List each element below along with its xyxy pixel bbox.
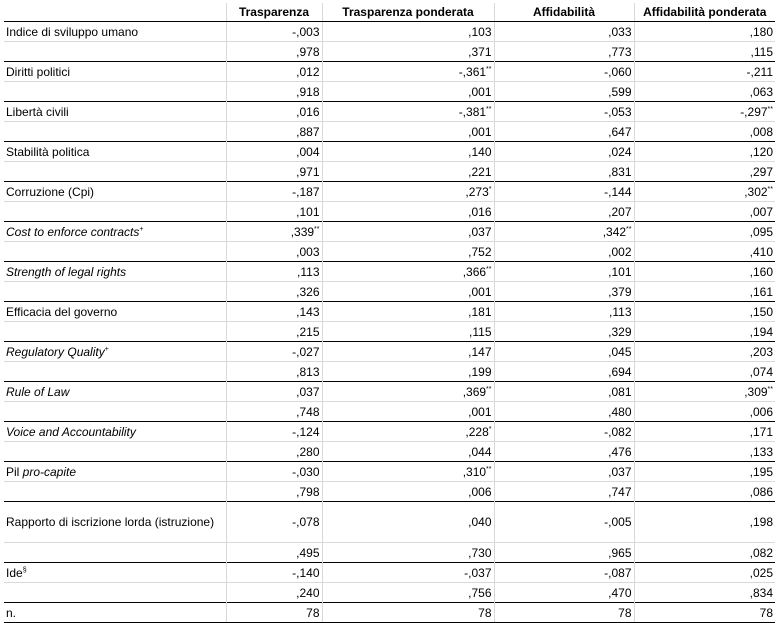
estimate-value: -,381: [458, 104, 487, 119]
estimate-value: -,140: [292, 565, 320, 580]
estimate-value: -,078: [292, 515, 320, 529]
significance-mark: **: [626, 225, 632, 233]
empty-label-cell: [4, 202, 226, 222]
estimate-value: -,003: [292, 24, 320, 39]
estimate-value: ,140: [468, 144, 492, 159]
significance-mark: **: [486, 65, 492, 73]
estimate-value: -,060: [604, 64, 632, 79]
estimate-cell: [634, 563, 775, 583]
estimate-value: ,024: [608, 144, 632, 159]
significance-mark: **: [314, 225, 320, 233]
table-row-pvalue: [4, 583, 775, 603]
pvalue-cell: ,003: [226, 242, 322, 262]
header-cell-empty: [4, 3, 226, 22]
estimate-value: ,113: [297, 264, 320, 279]
estimate-value: ,012: [296, 64, 320, 79]
pvalue-cell: ,115: [634, 42, 775, 62]
estimate-value: ,310: [462, 464, 487, 479]
table-row-pvalue: [4, 42, 775, 62]
estimate-value: ,101: [608, 264, 632, 279]
pvalue-cell: ,006: [634, 402, 775, 422]
pvalue-cell: ,647: [494, 122, 634, 142]
table-row-pvalue: [4, 122, 775, 142]
estimate-value: ,037: [468, 224, 492, 239]
estimate-value: ,113: [609, 304, 632, 319]
estimate-cell: [322, 342, 494, 362]
pvalue-cell: ,001: [322, 402, 494, 422]
pvalue-cell: ,495: [226, 543, 322, 563]
pvalue-cell: ,476: [494, 442, 634, 462]
significance-mark: **: [767, 185, 773, 193]
row-label: [4, 563, 226, 583]
estimate-cell: [494, 422, 634, 442]
estimate-cell: [226, 382, 322, 402]
header-trasparenza: Trasparenza: [226, 3, 322, 22]
row-label-footnote-mark: +: [104, 345, 109, 353]
estimate-cell: [634, 382, 775, 402]
row-label-text: Efficacia del governo: [6, 304, 118, 319]
significance-mark: *: [488, 425, 492, 433]
pvalue-cell: ,752: [322, 242, 494, 262]
estimate-value: -,211: [746, 64, 773, 79]
empty-label-cell: [4, 162, 226, 182]
pvalue-cell: ,748: [226, 402, 322, 422]
pvalue-cell: ,694: [494, 362, 634, 382]
pvalue-cell: ,044: [322, 442, 494, 462]
estimate-value: -,361: [458, 64, 487, 79]
pvalue-cell: ,074: [634, 362, 775, 382]
significance-mark: **: [486, 265, 492, 273]
estimate-value: ,195: [749, 464, 773, 479]
estimate-cell: [322, 502, 494, 543]
estimate-cell: [634, 302, 775, 322]
estimate-cell: [322, 182, 494, 202]
correlation-table-container: [4, 3, 775, 623]
estimate-value: ,004: [296, 144, 320, 159]
estimate-cell: [322, 462, 494, 482]
significance-mark: **: [767, 385, 773, 393]
estimate-value: ,147: [468, 344, 492, 359]
pvalue-cell: ,965: [494, 543, 634, 563]
estimate-cell: [494, 142, 634, 162]
row-label: [4, 182, 226, 202]
pvalue-cell: ,773: [494, 42, 634, 62]
table-row-estimate: [4, 502, 775, 543]
pvalue-cell: ,371: [322, 42, 494, 62]
estimate-cell: [494, 262, 634, 282]
empty-label-cell: [4, 543, 226, 563]
estimate-cell: [634, 142, 775, 162]
table-row-pvalue: [4, 202, 775, 222]
estimate-value: ,171: [749, 424, 773, 439]
table-row-pvalue: [4, 442, 775, 462]
estimate-cell: [322, 222, 494, 242]
pvalue-cell: ,730: [322, 543, 494, 563]
row-label: [4, 302, 226, 322]
estimate-cell: [322, 102, 494, 122]
table-row-pvalue: [4, 543, 775, 563]
n-value: 78: [226, 603, 322, 623]
estimate-cell: [494, 563, 634, 583]
estimate-value: ,120: [749, 144, 773, 159]
pvalue-cell: ,971: [226, 162, 322, 182]
empty-label-cell: [4, 482, 226, 502]
pvalue-cell: ,470: [494, 583, 634, 603]
pvalue-cell: ,161: [634, 282, 775, 302]
header-trasparenza-ponderata: Trasparenza ponderata: [322, 3, 494, 22]
table-row-pvalue: [4, 82, 775, 102]
table-row-estimate: [4, 182, 775, 202]
pvalue-cell: ,756: [322, 583, 494, 603]
row-label-text: Diritti politici: [6, 64, 71, 79]
estimate-cell: [494, 302, 634, 322]
row-label-text: Voice and Accountability: [6, 424, 136, 439]
pvalue-cell: ,326: [226, 282, 322, 302]
table-row-pvalue: [4, 362, 775, 382]
estimate-cell: [634, 422, 775, 442]
pvalue-cell: ,978: [226, 42, 322, 62]
pvalue-cell: ,001: [322, 122, 494, 142]
estimate-cell: [226, 422, 322, 442]
estimate-value: ,309: [744, 384, 768, 399]
estimate-value: ,160: [749, 264, 773, 279]
estimate-value: ,033: [608, 24, 632, 39]
row-label: [4, 382, 226, 402]
significance-mark: **: [767, 105, 773, 113]
estimate-value: ,228: [465, 424, 489, 439]
row-label-text: Stabilità politica: [6, 144, 90, 159]
table-row-pvalue: [4, 402, 775, 422]
row-label: [4, 262, 226, 282]
estimate-cell: [322, 563, 494, 583]
pvalue-cell: ,831: [494, 162, 634, 182]
row-label: [4, 462, 226, 482]
estimate-value: ,143: [296, 304, 320, 319]
estimate-cell: [634, 502, 775, 543]
estimate-cell: [494, 22, 634, 42]
estimate-value: ,040: [468, 515, 492, 529]
estimate-value: ,180: [749, 24, 773, 39]
estimate-value: ,025: [749, 565, 773, 580]
row-label: [4, 422, 226, 442]
estimate-value: ,203: [749, 344, 773, 359]
row-label-footnote-mark: §: [22, 566, 27, 574]
estimate-cell: [322, 262, 494, 282]
table-body: [4, 22, 775, 623]
estimate-cell: [494, 342, 634, 362]
row-label: [4, 102, 226, 122]
table-row-estimate: [4, 222, 775, 242]
empty-label-cell: [4, 242, 226, 262]
table-row-pvalue: [4, 282, 775, 302]
estimate-value: -,124: [292, 424, 320, 439]
estimate-value: ,045: [608, 344, 632, 359]
estimate-cell: [634, 462, 775, 482]
pvalue-cell: ,006: [322, 482, 494, 502]
row-label-text: Libertà civili: [6, 104, 69, 119]
pvalue-cell: ,480: [494, 402, 634, 422]
pvalue-cell: ,199: [322, 362, 494, 382]
estimate-value: -,087: [604, 565, 632, 580]
empty-label-cell: [4, 322, 226, 342]
estimate-cell: [322, 62, 494, 82]
estimate-value: ,339: [290, 224, 315, 239]
row-label-text: Regulatory Quality: [6, 344, 105, 359]
row-label: [4, 62, 226, 82]
pvalue-cell: ,280: [226, 442, 322, 462]
estimate-cell: [322, 142, 494, 162]
correlation-table: [4, 3, 775, 623]
estimate-cell: [322, 422, 494, 442]
row-label-text: Rule of Law: [6, 384, 70, 399]
empty-label-cell: [4, 402, 226, 422]
estimate-value: -,053: [604, 104, 632, 119]
pvalue-cell: ,086: [634, 482, 775, 502]
row-label-italic-part: pro-capite: [22, 464, 77, 479]
pvalue-cell: ,002: [494, 242, 634, 262]
pvalue-cell: ,329: [494, 322, 634, 342]
pvalue-cell: ,215: [226, 322, 322, 342]
estimate-cell: [494, 182, 634, 202]
estimate-cell: [226, 262, 322, 282]
estimate-value: ,103: [468, 24, 492, 39]
row-label-text: Indice di sviluppo umano: [6, 24, 139, 39]
empty-label-cell: [4, 282, 226, 302]
n-value: 78: [634, 603, 775, 623]
estimate-cell: [494, 102, 634, 122]
pvalue-cell: ,001: [322, 282, 494, 302]
pvalue-cell: ,297: [634, 162, 775, 182]
header-affidabilita: Affidabilità: [494, 3, 634, 22]
estimate-value: ,081: [608, 384, 632, 399]
pvalue-cell: ,207: [494, 202, 634, 222]
pvalue-cell: ,007: [634, 202, 775, 222]
table-row-estimate: [4, 563, 775, 583]
empty-label-cell: [4, 583, 226, 603]
pvalue-cell: ,918: [226, 82, 322, 102]
estimate-value: ,273: [465, 184, 489, 199]
table-row-pvalue: [4, 242, 775, 262]
row-label: [4, 502, 226, 543]
estimate-cell: [322, 302, 494, 322]
estimate-cell: [634, 182, 775, 202]
pvalue-cell: ,016: [322, 202, 494, 222]
estimate-cell: [226, 342, 322, 362]
estimate-value: ,016: [296, 104, 320, 119]
pvalue-cell: ,115: [322, 322, 494, 342]
row-label-text: Rapporto di iscrizione lorda (istruzione): [6, 515, 215, 529]
estimate-value: -,030: [292, 464, 320, 479]
pvalue-cell: ,599: [494, 82, 634, 102]
table-row-n: [4, 603, 775, 623]
estimate-cell: [494, 62, 634, 82]
significance-mark: **: [486, 385, 492, 393]
estimate-cell: [634, 22, 775, 42]
estimate-cell: [226, 563, 322, 583]
estimate-value: -,027: [292, 344, 320, 359]
n-value: 78: [494, 603, 634, 623]
estimate-value: ,095: [749, 224, 773, 239]
pvalue-cell: ,834: [634, 583, 775, 603]
table-row-estimate: [4, 142, 775, 162]
estimate-cell: [226, 102, 322, 122]
table-row-pvalue: [4, 482, 775, 502]
estimate-cell: [226, 182, 322, 202]
n-label: n.: [4, 603, 226, 623]
n-value: 78: [322, 603, 494, 623]
estimate-cell: [634, 342, 775, 362]
estimate-value: -,037: [464, 565, 492, 580]
empty-label-cell: [4, 442, 226, 462]
row-label-text: Corruzione (Cpi): [6, 184, 95, 199]
estimate-value: -,005: [604, 515, 632, 529]
pvalue-cell: ,101: [226, 202, 322, 222]
pvalue-cell: ,008: [634, 122, 775, 142]
header-affidabilita-ponderata: Affidabilità ponderata: [634, 3, 775, 22]
estimate-cell: [226, 222, 322, 242]
estimate-value: ,150: [749, 304, 773, 319]
estimate-cell: [494, 382, 634, 402]
estimate-cell: [226, 502, 322, 543]
estimate-cell: [322, 382, 494, 402]
estimate-cell: [226, 142, 322, 162]
table-row-estimate: [4, 342, 775, 362]
row-label-text: Cost to enforce contracts: [6, 224, 140, 239]
estimate-value: ,181: [468, 304, 492, 319]
estimate-cell: [226, 302, 322, 322]
estimate-cell: [226, 22, 322, 42]
pvalue-cell: ,133: [634, 442, 775, 462]
empty-label-cell: [4, 42, 226, 62]
row-label: [4, 222, 226, 242]
pvalue-cell: ,001: [322, 82, 494, 102]
row-label: [4, 22, 226, 42]
estimate-value: -,297: [740, 104, 768, 119]
estimate-value: ,037: [608, 464, 632, 479]
row-label-text: Strength of legal rights: [6, 264, 127, 279]
pvalue-cell: ,240: [226, 583, 322, 603]
estimate-cell: [634, 102, 775, 122]
pvalue-cell: ,798: [226, 482, 322, 502]
table-row-estimate: [4, 62, 775, 82]
pvalue-cell: ,410: [634, 242, 775, 262]
empty-label-cell: [4, 82, 226, 102]
row-label: [4, 342, 226, 362]
pvalue-cell: ,813: [226, 362, 322, 382]
estimate-value: ,342: [602, 224, 627, 239]
table-row-estimate: [4, 422, 775, 442]
pvalue-cell: ,063: [634, 82, 775, 102]
table-row-estimate: [4, 462, 775, 482]
empty-label-cell: [4, 122, 226, 142]
pvalue-cell: ,887: [226, 122, 322, 142]
estimate-cell: [494, 462, 634, 482]
row-label-text: Ide: [6, 565, 23, 580]
estimate-value: ,366: [462, 264, 487, 279]
estimate-value: ,369: [462, 384, 487, 399]
estimate-value: -,187: [292, 184, 320, 199]
estimate-cell: [494, 222, 634, 242]
pvalue-cell: ,747: [494, 482, 634, 502]
table-row-estimate: [4, 382, 775, 402]
significance-mark: **: [486, 105, 492, 113]
pvalue-cell: ,221: [322, 162, 494, 182]
table-header-row: [4, 3, 775, 22]
estimate-cell: [322, 22, 494, 42]
significance-mark: **: [486, 465, 492, 473]
table-row-estimate: [4, 302, 775, 322]
table-row-estimate: [4, 102, 775, 122]
row-label: [4, 142, 226, 162]
estimate-cell: [226, 62, 322, 82]
pvalue-cell: ,194: [634, 322, 775, 342]
estimate-cell: [226, 462, 322, 482]
empty-label-cell: [4, 362, 226, 382]
table-row-estimate: [4, 22, 775, 42]
estimate-value: -,144: [604, 184, 632, 199]
pvalue-cell: ,379: [494, 282, 634, 302]
significance-mark: *: [488, 185, 492, 193]
estimate-value: -,082: [604, 424, 632, 439]
estimate-cell: [634, 222, 775, 242]
row-label-footnote-mark: +: [139, 225, 144, 233]
table-row-estimate: [4, 262, 775, 282]
estimate-value: ,037: [296, 384, 320, 399]
table-row-pvalue: [4, 162, 775, 182]
estimate-value: ,302: [744, 184, 768, 199]
estimate-cell: [494, 502, 634, 543]
pvalue-cell: ,082: [634, 543, 775, 563]
estimate-value: ,198: [749, 515, 773, 529]
estimate-cell: [634, 262, 775, 282]
table-row-pvalue: [4, 322, 775, 342]
row-label-text: Pil: [6, 464, 23, 479]
estimate-cell: [634, 62, 775, 82]
